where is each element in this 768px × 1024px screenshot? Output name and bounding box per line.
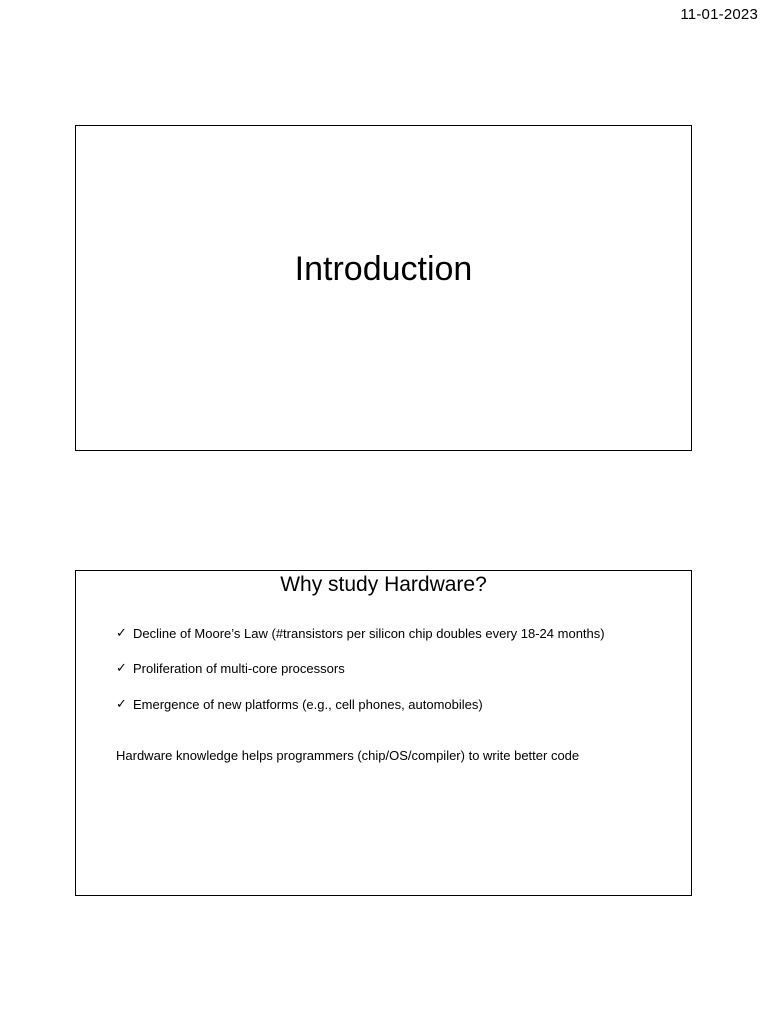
- checkmark-icon: ✓: [116, 696, 127, 712]
- checkmark-icon: ✓: [116, 625, 127, 641]
- bullet-text: Proliferation of multi-core processors: [133, 661, 345, 676]
- slide-title: Introduction: [294, 250, 473, 288]
- bullet-item: [116, 694, 681, 714]
- bullet-text: Emergence of new platforms (e.g., cell phones, automobiles): [133, 696, 483, 712]
- slide-introduction: [75, 125, 692, 451]
- slide-why-study-hardware: [75, 570, 692, 896]
- page-date: 11-01-2023: [680, 6, 758, 23]
- bullet-list: [116, 623, 681, 730]
- bullet-item: [116, 623, 681, 643]
- bullet-text: Decline of Moore’s Law (#transistors per silicon chip doubles every 18-24 months): [133, 625, 605, 641]
- bullet-item: [116, 659, 681, 679]
- summary-text: Hardware knowledge helps programmers (chip/OS/compiler) to write better code: [116, 748, 580, 763]
- checkmark-icon: ✓: [116, 661, 127, 676]
- slide-title: Why study Hardware?: [280, 573, 487, 596]
